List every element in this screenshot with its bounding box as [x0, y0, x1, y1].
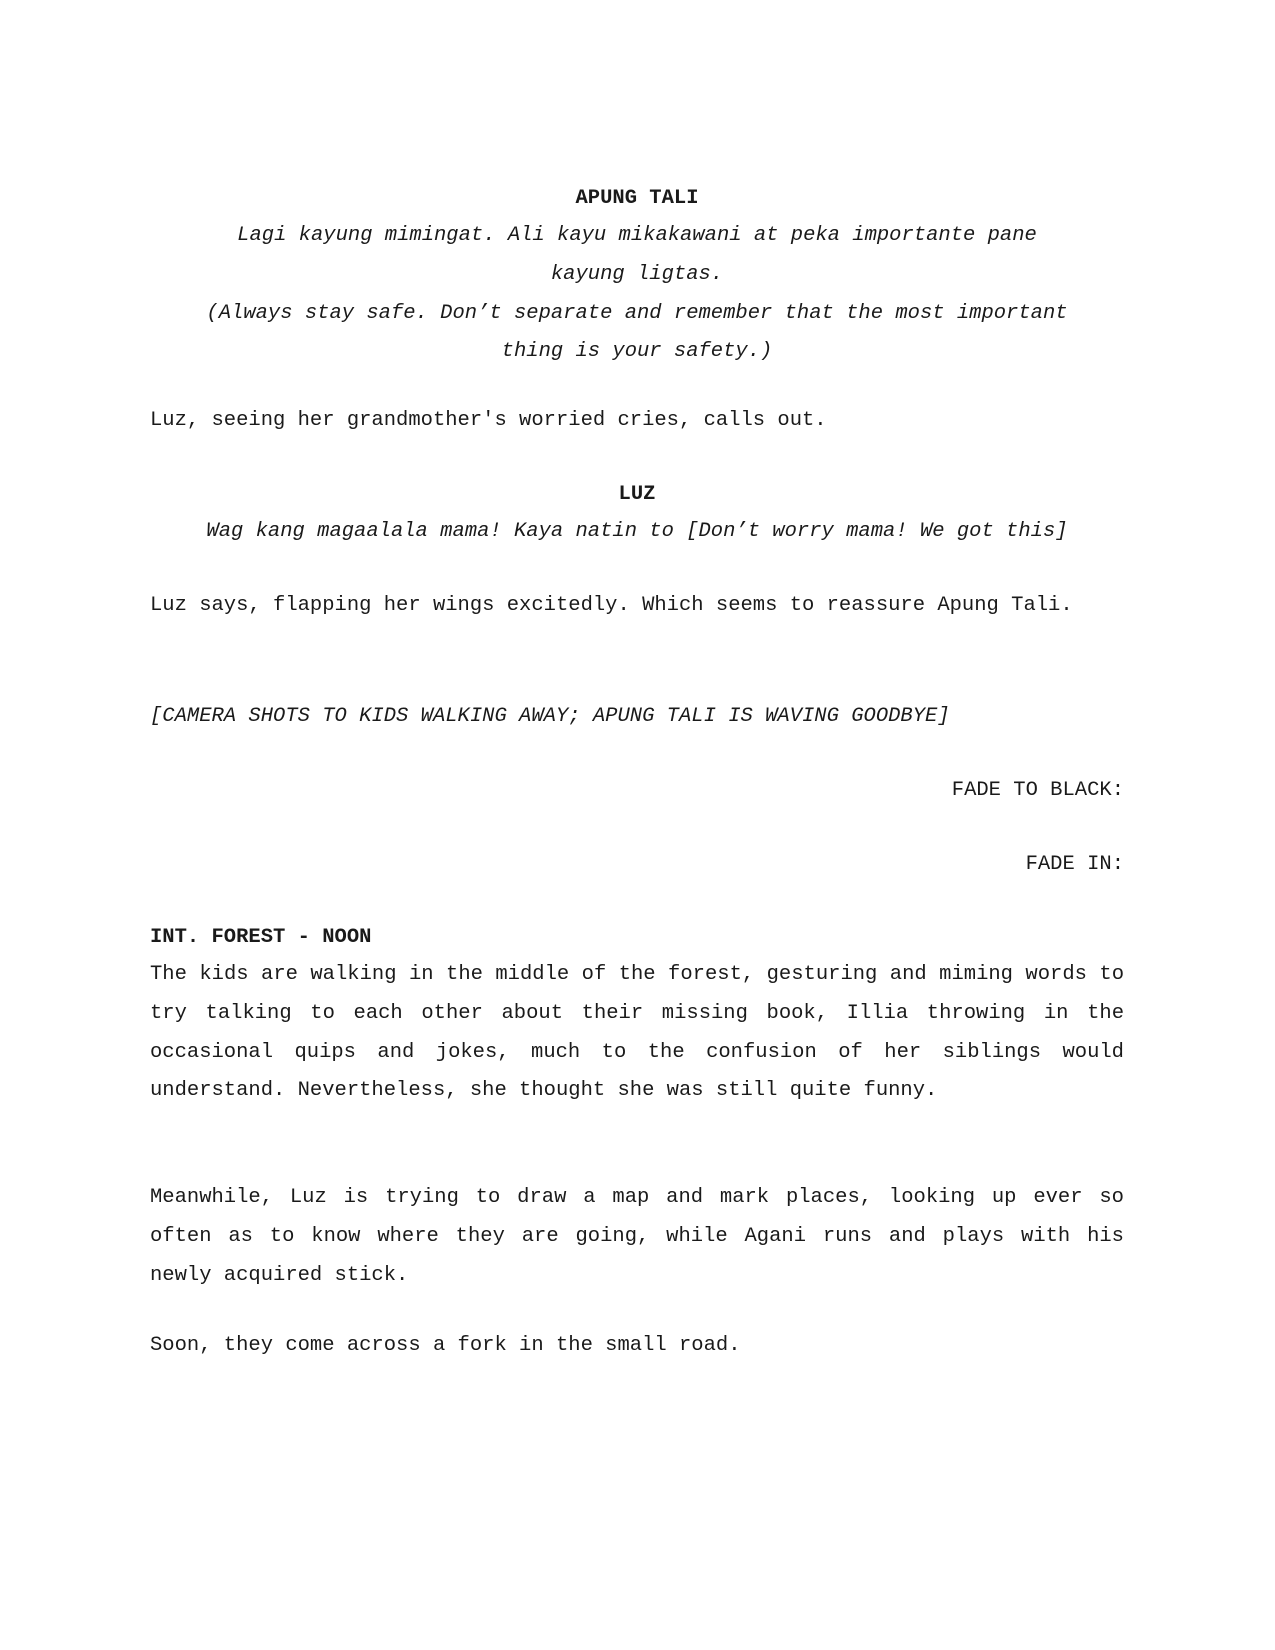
character-name-luz: LUZ: [618, 483, 656, 506]
action-line: Soon, they come across a fork in the small road.: [150, 1334, 741, 1357]
action-paragraph: The kids are walking in the middle of the forest, gesturing and miming words to try talking to each other about their missing book, Illia throwing in the occasional quips and jokes, much to the confusion of her siblings would understand. Nevertheless, she thought she was still quite funny.: [150, 963, 1124, 1103]
translation-line: (Always stay safe. Don’t separate and remember that the most important: [206, 301, 1068, 325]
action-line: Luz says, flapping her wings excitedly. Which seems to reassure Apung Tali.: [150, 594, 1073, 617]
transition-fade-to-black: FADE TO BLACK:: [951, 779, 1124, 802]
translation-line: thing is your safety.): [501, 340, 773, 364]
action-paragraph: Meanwhile, Luz is trying to draw a map and mark places, looking up ever so often as to know where they are going, while Agani runs and plays with his newly acquired stick.: [150, 1186, 1124, 1287]
dialogue-apung-tali: [150, 217, 1124, 372]
dialogue-luz: Wag kang magaalala mama! Kaya natin to [Don’t worry mama! We got this]: [206, 520, 1068, 543]
character-name-apung-tali: APUNG TALI: [575, 187, 699, 210]
action-line: Luz, seeing her grandmother's worried cries, calls out.: [150, 409, 827, 432]
transition-fade-in: FADE IN:: [1025, 853, 1124, 876]
dialogue-line: kayung ligtas.: [550, 262, 724, 286]
dialogue-line: Lagi kayung mimingat. Ali kayu mikakawani at peka importante pane: [237, 224, 1037, 247]
camera-direction: [CAMERA SHOTS TO KIDS WALKING AWAY; APUNG TALI IS WAVING GOODBYE]: [150, 705, 950, 728]
scene-heading: INT. FOREST - NOON: [150, 926, 372, 949]
